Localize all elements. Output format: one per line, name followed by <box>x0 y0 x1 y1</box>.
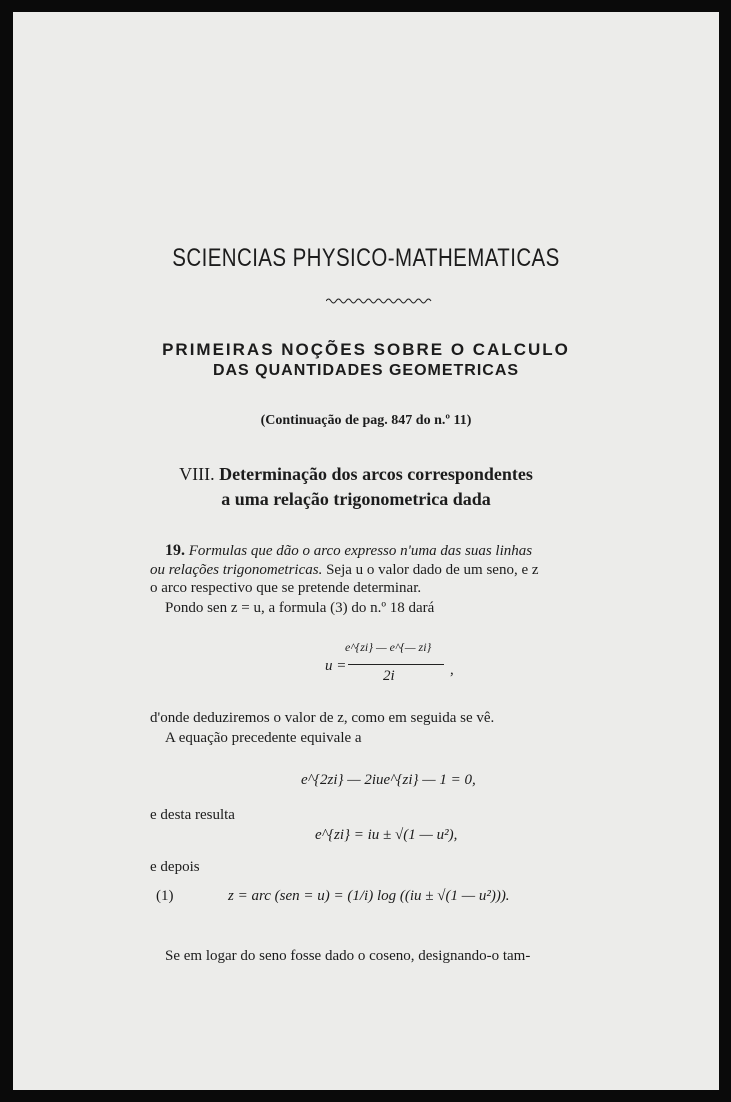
equation-1-lhs: u = <box>325 658 347 674</box>
equation-1-comma: , <box>450 662 454 678</box>
line2-italic: ou relações trigonometricas. <box>150 562 323 578</box>
section-title-line-1: Determinação dos arcos correspondentes <box>219 464 533 484</box>
equation-1-fraction-bar <box>348 664 444 665</box>
line2-rest: Seja u o valor dado de um seno, e z <box>326 562 539 578</box>
paragraph-19-line-3: o arco respectivo que se pretende determinar. <box>150 580 422 596</box>
document-page <box>13 12 719 1090</box>
wavy-rule <box>326 297 432 305</box>
section-number: VIII. <box>179 464 215 484</box>
equation-2: e^{2zi} — 2iue^{zi} — 1 = 0, <box>301 772 476 788</box>
article-title-line-2: DAS QUANTIDADES GEOMETRICAS <box>212 362 520 379</box>
paragraph-line-7: e desta resulta <box>150 807 235 823</box>
paragraph-19-line-4: Pondo sen z = u, a formula (3) do n.º 18 dará <box>165 600 435 616</box>
series-title: SCIENCIAS PHYSICO-MATHEMATICAS <box>172 244 560 272</box>
paragraph-19-line-1 <box>165 542 532 560</box>
equation-1-numerator: e^{zi} — e^{— zi} <box>345 640 432 654</box>
paragraph-line-5: d'onde deduziremos o valor de z, como em seguida se vê. <box>150 710 495 726</box>
equation-4: z = arc (sen = u) = (1/i) log ((iu ± √(1 — u²))). <box>228 888 510 904</box>
continuation-note: (Continuação de pag. 847 do n.º 11) <box>260 413 472 428</box>
equation-1-denominator: 2i <box>383 668 395 684</box>
paragraph-line-8: e depois <box>150 859 200 875</box>
equation-3: e^{zi} = iu ± √(1 — u²), <box>315 827 458 843</box>
paragraph-line-6: A equação precedente equivale a <box>165 730 362 746</box>
paragraph-line-9: Se em logar do seno fosse dado o coseno, designando-o tam- <box>165 948 531 964</box>
equation-4-number: (1) <box>156 888 174 904</box>
section-heading-line-1 <box>13 464 709 485</box>
paragraph-italic-heading: Formulas que dão o arco expresso n'uma das suas linhas <box>188 543 533 559</box>
paragraph-number: 19. <box>165 542 185 559</box>
article-title-line-1: PRIMEIRAS NOÇÕES SOBRE O CALCULO <box>162 340 570 359</box>
section-title-line-2: a uma relação trigonometrica dada <box>221 489 491 509</box>
paragraph-19-line-2 <box>150 562 539 579</box>
